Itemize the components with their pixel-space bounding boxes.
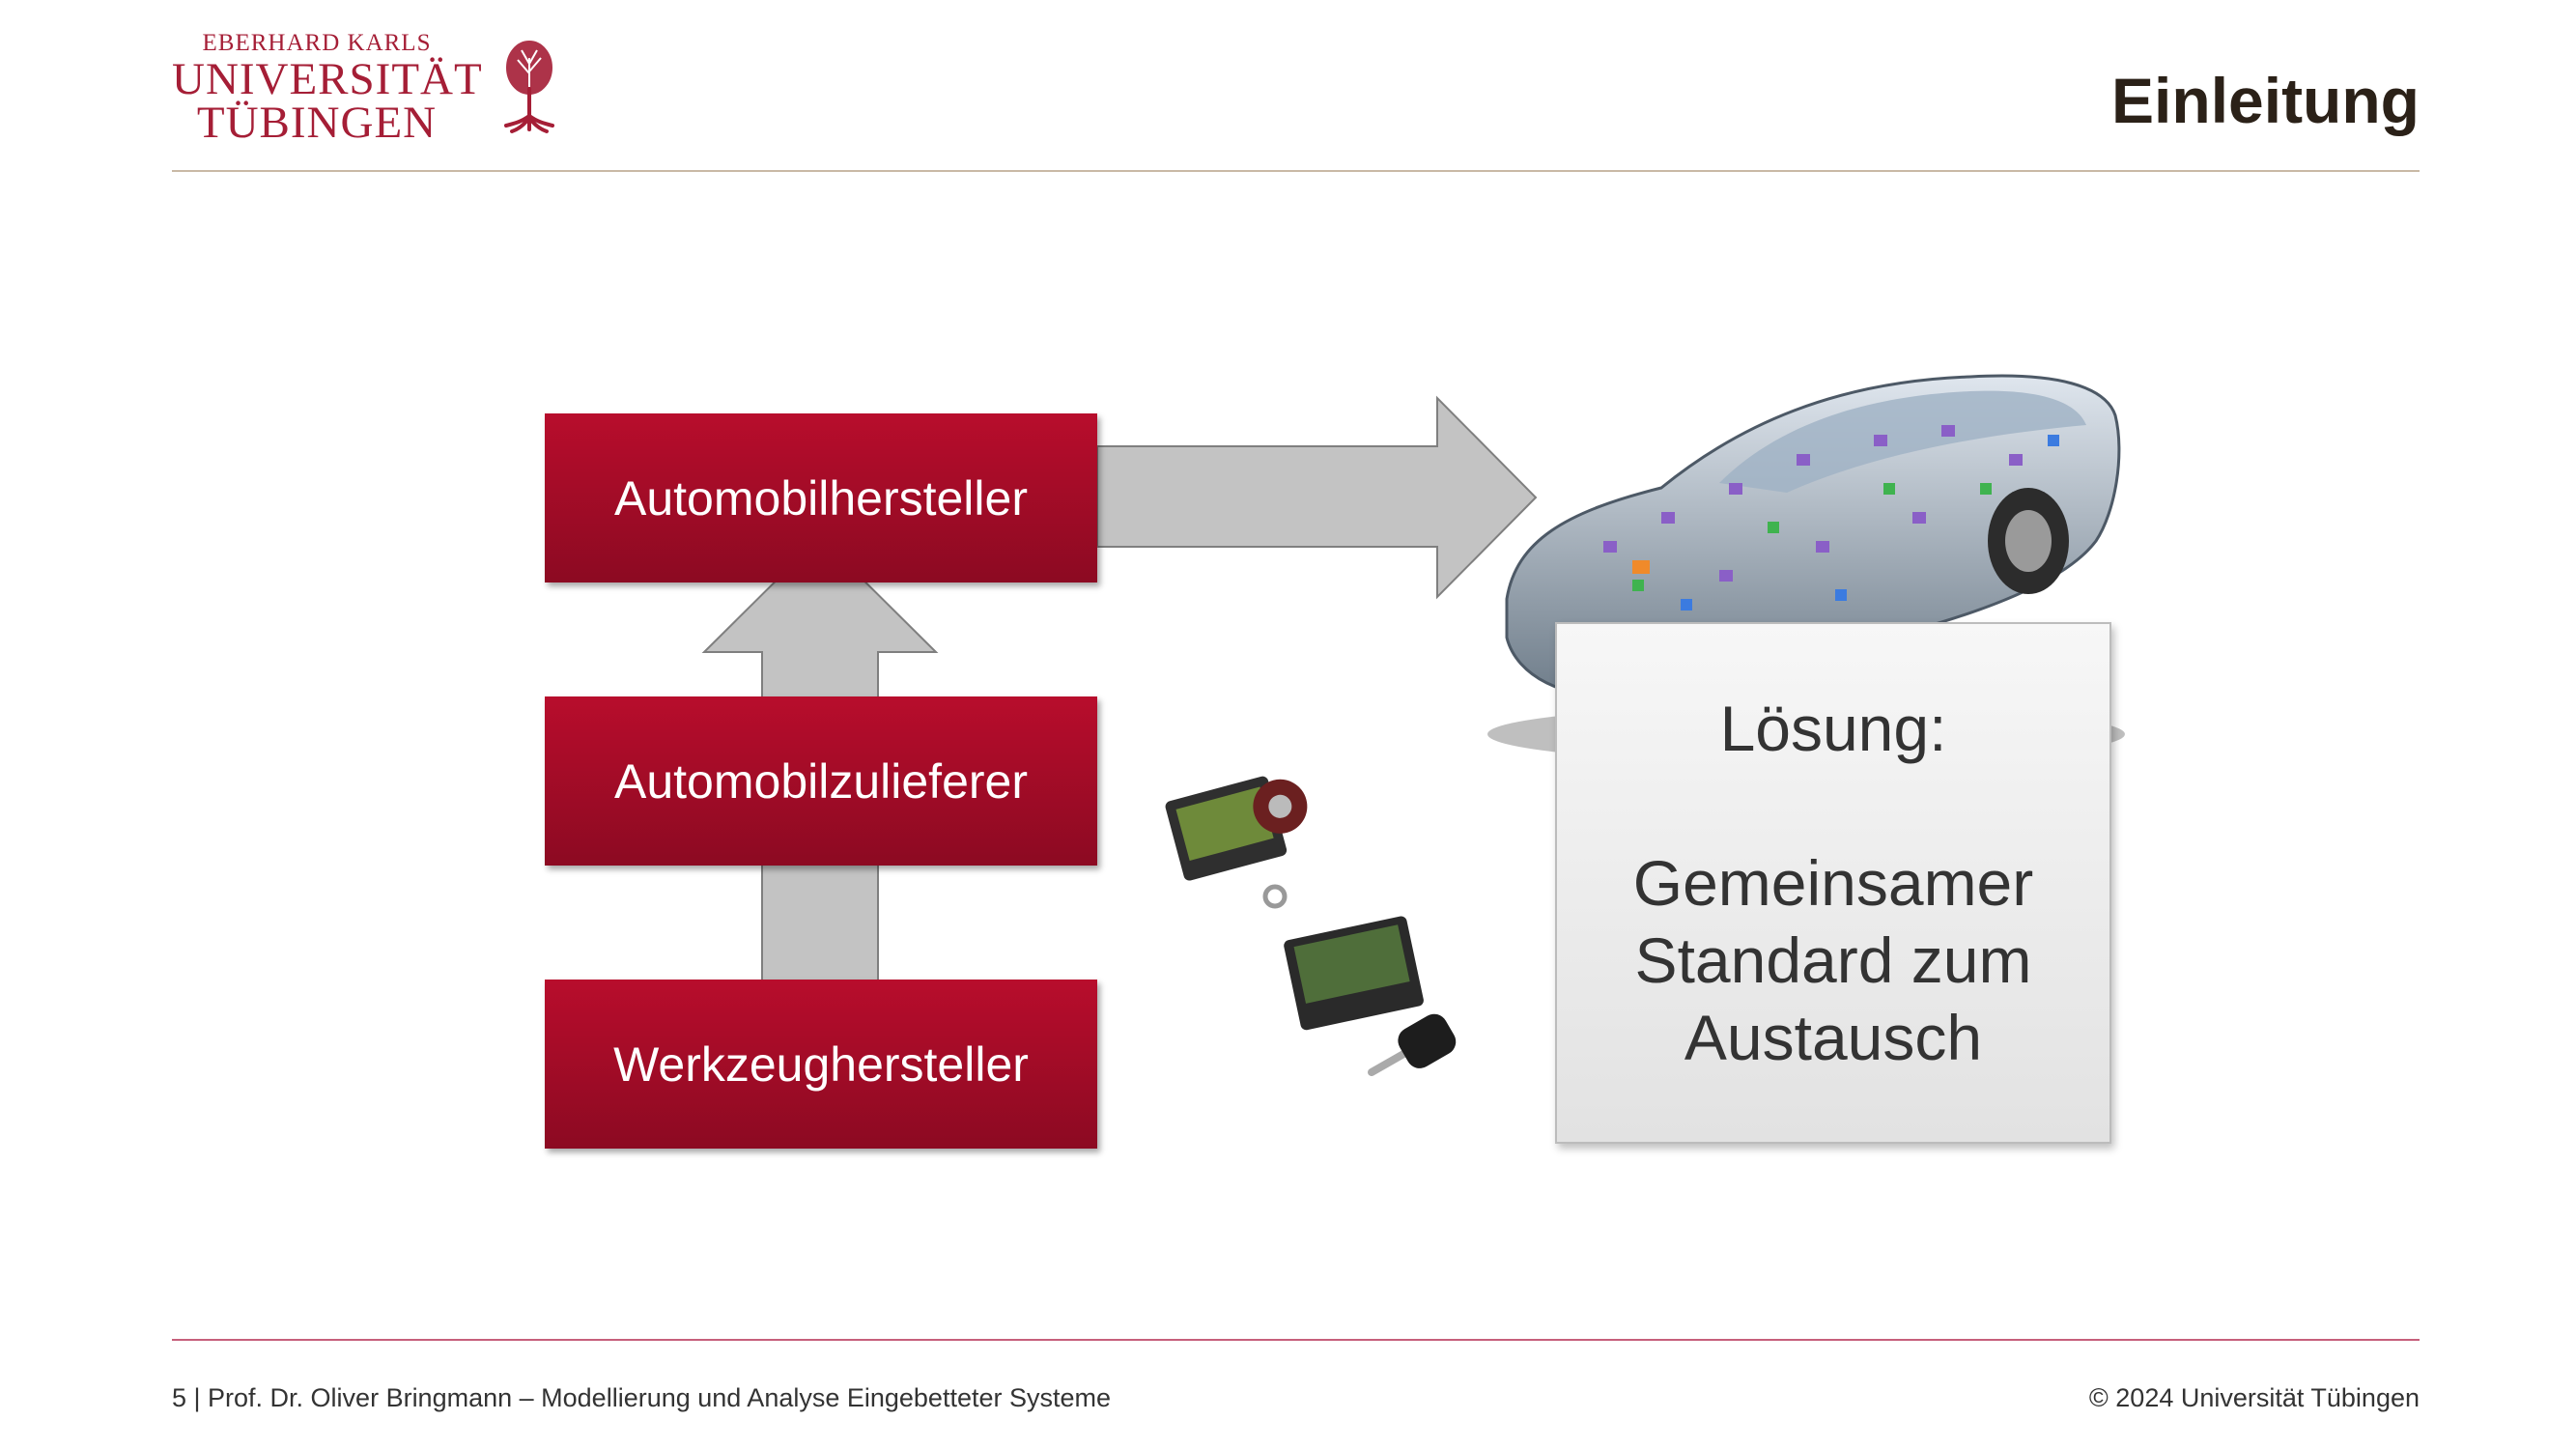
solution-line: Standard zum bbox=[1634, 924, 2032, 996]
footer-copyright: © 2024 Universität Tübingen bbox=[2088, 1383, 2420, 1412]
box-automobilzulieferer: Automobilzulieferer bbox=[545, 696, 1097, 866]
solution-text bbox=[1557, 844, 2109, 1076]
logo-line-2: UNIVERSITÄT bbox=[172, 54, 483, 104]
box-werkzeughersteller: Werkzeughersteller bbox=[545, 980, 1097, 1149]
logo-line-3: TÜBINGEN bbox=[196, 98, 438, 148]
solution-heading: Lösung: bbox=[1719, 693, 1947, 764]
logo-line-1: EBERHARD KARLS bbox=[202, 30, 432, 56]
right-arrow bbox=[1097, 398, 1536, 597]
footer-divider bbox=[172, 1339, 2420, 1341]
solution-line: Austausch bbox=[1684, 1002, 1983, 1073]
box-automobilhersteller: Automobilhersteller bbox=[545, 413, 1097, 582]
solution-line: Gemeinsamer bbox=[1632, 847, 2034, 919]
solution-box bbox=[1555, 622, 2111, 1144]
ecu-image bbox=[1164, 767, 1460, 1073]
footer-info: 5 | Prof. Dr. Oliver Bringmann – Modellierung und Analyse Eingebetteter Systeme bbox=[172, 1383, 1112, 1412]
page-title: Einleitung bbox=[2111, 65, 2420, 136]
